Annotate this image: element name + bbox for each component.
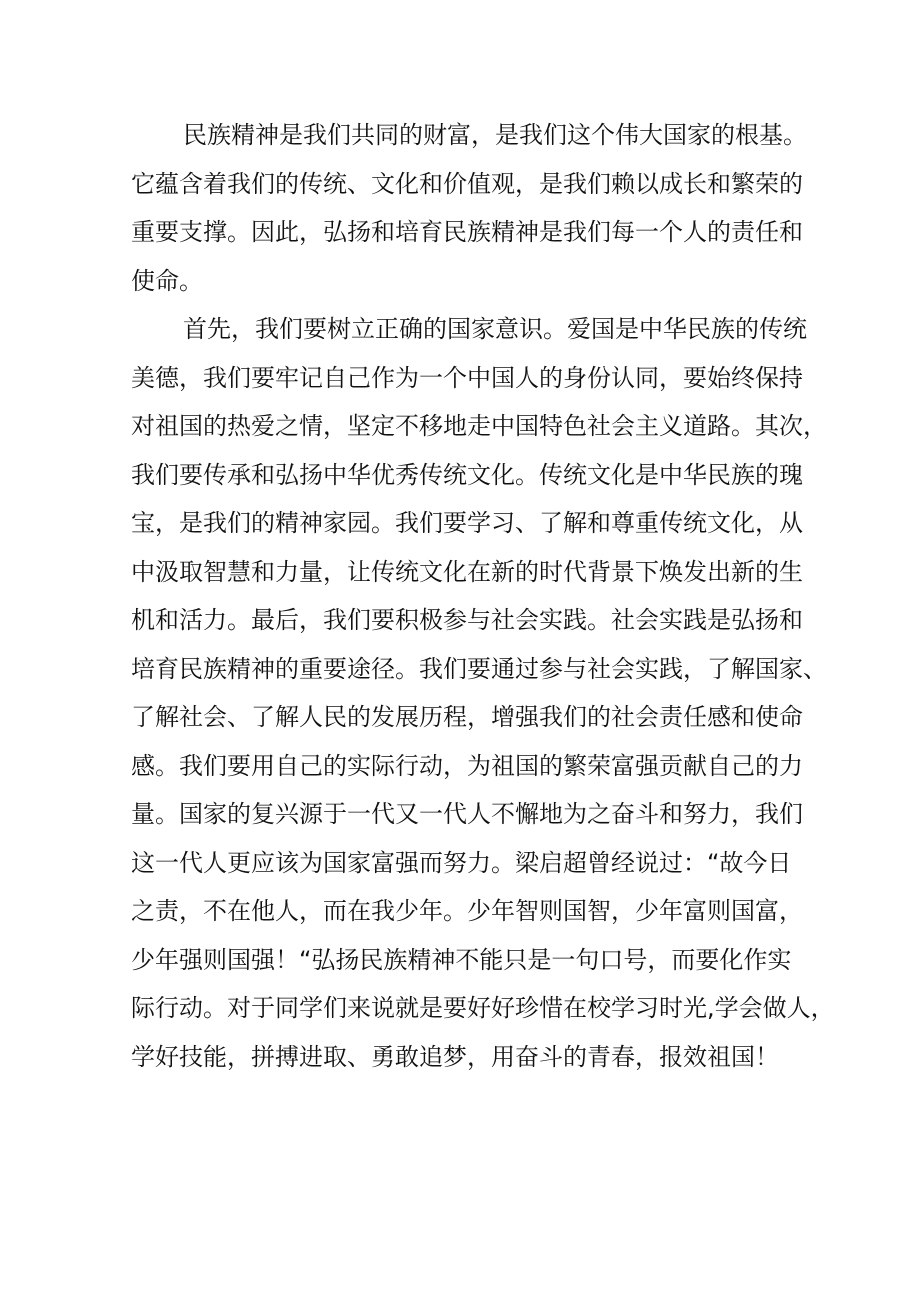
text-line: 使命。 xyxy=(131,266,203,295)
document-body xyxy=(131,111,835,1081)
text-line: 宝，是我们的精神家园。我们要学习、了解和尊重传统文化，从 xyxy=(131,509,803,537)
text-line: 首先，我们要树立正确的国家意识。爱国是中华民族的传统 xyxy=(183,315,807,343)
text-line: 我们要传承和弘扬中华优秀传统文化。传统文化是中华民族的瑰 xyxy=(131,460,803,489)
text-line: 对祖国的热爱之情，坚定不移地走中国特色社会主义道路。其次， xyxy=(131,412,827,440)
text-line: 这一代人更应该为国家富强而努力。梁启超曾经说过：“故今日 xyxy=(131,848,792,877)
text-line: 之责，不在他人，而在我少年。少年智则国智，少年富则国富， xyxy=(131,897,803,925)
text-line: 量。国家的复兴源于一代又一代人不懈地为之奋斗和努力，我们 xyxy=(131,800,803,828)
text-line: 美德，我们要牢记自己作为一个中国人的身份认同，要始终保持 xyxy=(131,363,803,392)
text-line: 培育民族精神的重要途径。我们要通过参与社会实践，了解国家、 xyxy=(131,654,827,683)
text-line: 民族精神是我们共同的财富，是我们这个伟大国家的根基。 xyxy=(183,121,807,149)
text-line: 学好技能，拼搏进取、勇敢追梦，用奋斗的青春，报效祖国！ xyxy=(131,1042,779,1071)
text-line: 了解社会、了解人民的发展历程，增强我们的社会责任感和使命 xyxy=(131,703,803,731)
paragraph-2 xyxy=(131,305,835,1081)
text-line: 中汲取智慧和力量，让传统文化在新的时代背景下焕发出新的生 xyxy=(131,557,803,586)
text-line: 它蕴含着我们的传统、文化和价值观，是我们赖以成长和繁荣的 xyxy=(131,169,803,198)
text-line: 感。我们要用自己的实际行动，为祖国的繁荣富强贡献自己的力 xyxy=(131,751,803,780)
paragraph-1 xyxy=(131,111,811,305)
text-line: 少年强则国强！“弘扬民族精神不能只是一句口号，而要化作实 xyxy=(131,945,792,974)
text-line: 机和活力。最后，我们要积极参与社会实践。社会实践是弘扬和 xyxy=(131,606,803,634)
text-line: 际行动。对于同学们来说就是要好好珍惜在校学习时光,学会做人， xyxy=(131,994,835,1022)
text-line: 重要支撑。因此，弘扬和培育民族精神是我们每一个人的责任和 xyxy=(131,218,803,246)
